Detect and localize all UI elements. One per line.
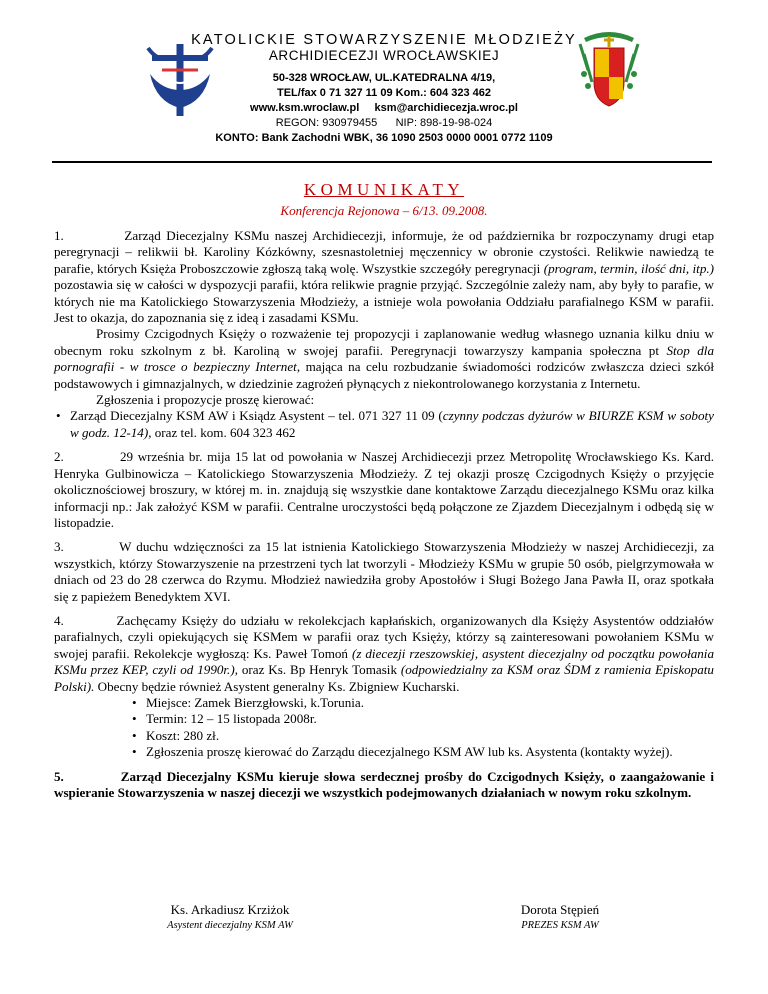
- section-5: 5. Zarząd Diecezjalny KSMu kieruje słowa serdecznej prośby do Czcigodnych Księży, o zaangażowanie i wspieranie Stowarzyszenia w naszej diecezji we wszystkich podejmowanych działaniach w nowym roku szkolnym.: [54, 768, 714, 800]
- section-1-para-3: Zgłoszenia i propozycje proszę kierować:: [96, 392, 315, 408]
- regon-nip-line: [0, 117, 768, 129]
- list-item: • Miejsce: Zamek Bierzgłowski, k.Torunia.: [130, 695, 714, 711]
- document-body: [54, 228, 714, 801]
- list-item: • Zgłoszenia proszę kierować do Zarządu diecezjalnego KSM AW lub ks. Asystenta (kontakty wyżej).: [130, 744, 714, 760]
- section-4: 4. Zachęcamy Księży do udziału w rekolekcjach kapłańskich, organizowanych dla Księży Asystentów oddziałów parafialnych, czyli opiekujących się KSMem w parafii oraz tych Księży, którzy są zainteresowani powołaniem KSMu w swojej parafii. Rekolekcje wygłoszą: Ks. Paweł Tomoń (z diecezji rzeszowskiej, asystent diecezjalny od początku powołania KSMu przez KEP, czyli od 1990r.), oraz Ks. Bp Henryk Tomasik (odpowiedzialny za KSM oraz ŚDM z ramienia Episkopatu Polski). Obecny będzie również Asystent generalny Ks. Zbigniew Kucharski.: [54, 612, 714, 694]
- signature-left: [130, 902, 330, 931]
- signatory-role: PREZES KSM AW: [521, 920, 599, 931]
- signatory-name: Ks. Arkadiusz Krziżok: [170, 902, 290, 917]
- bank-account: KONTO: Bank Zachodni WBK, 36 1090 2503 0000 0001 0772 1109: [215, 132, 553, 144]
- signatory-role: Asystent diecezjalny KSM AW: [167, 920, 293, 931]
- address: 50-328 WROCŁAW, UL.KATEDRALNA 4/19,: [272, 72, 496, 84]
- contact-list: [54, 408, 714, 441]
- section-2: 2. 29 września br. mija 15 lat od powołania w Naszej Archidiecezji przez Metropolitę Wrocławskiego Ks. Kard. Henryka Gulbinowicza – Katolickiego Stowarzyszenia Młodzieży. Z tej okazji proszę Czcigodnych Księży o przyjęcie okolicznościowej broszury, w której m. in. znajdują się wszystkie dane kontaktowe Zarządu diecezjalnego KSMu oraz kilka informacji np.: Jak założyć KSM w parafii. Centralne uroczystości będą połączone ze Zjazdem Diecezjalnym i odbędą się w listopadzie.: [54, 449, 714, 530]
- phone: TEL/fax 0 71 327 11 09 Kom.: 604 323 462: [276, 87, 492, 99]
- org-name-line2: ARCHIDIECEZJI WROCŁAWSKIEJ: [268, 48, 500, 63]
- list-item: • Termin: 12 – 15 listopada 2008r.: [130, 711, 714, 727]
- page-title: KOMUNIKATY: [303, 180, 465, 199]
- signature-right: [470, 902, 650, 931]
- section-3: 3. W duchu wdzięczności za 15 lat istnienia Katolickiego Stowarzyszenia Młodzieży w naszej Archidiecezji, za wszystkich, którzy Stowarzyszenie na przestrzeni tych lat tworzyli - Młodzieży KSMu w grupie 50 osób, pielgrzymowała w dniach od 23 do 28 czerwca do Rzymu. Młodzież nawiedziła groby Apostołów i Sługi Bożego Jana Pawła II, oraz spotkała się z papieżem Benedyktem XVI.: [54, 539, 715, 604]
- nip: NIP: 898-19-98-024: [395, 117, 493, 129]
- retreat-details-list: [130, 695, 714, 761]
- header-divider: [52, 161, 712, 163]
- section-1-para-2: Prosimy Czcigodnych Księży o rozważenie tej propozycji i zaplanowanie według własnego uznania kilku dniu w obecnym roku szkolnym z bł. Karoliną w swojej parafii. Peregrynacji towarzyszy kampania społeczna pt Stop dla pornografii - w trosce o bezpieczny Internet, mająca na celu rozbudzanie świadomości rodziców zwłaszcza dzieci szkół podstawowych i gimnazjalnych, w dziedzinie zagrożeń płynących z niekontrolowanego korzystania z Internetu.: [54, 326, 714, 391]
- email-link[interactable]: ksm@archidiecezja.wroc.pl: [374, 102, 518, 114]
- website-link[interactable]: www.ksm.wroclaw.pl: [250, 102, 360, 114]
- signatory-name: Dorota Stępień: [520, 902, 600, 917]
- list-item: • Zarząd Diecezjalny KSM AW i Ksiądz Asystent – tel. 071 327 11 09 (czynny podczas dyżurów w BIURZE KSM w soboty w godz. 12-14), oraz tel. kom. 604 323 462: [54, 408, 714, 441]
- section-1-para-1: 1. Zarząd Diecezjalny KSMu naszej Archidiecezji, informuje, że od października br rozpoczynamy drugi etap peregrynacji – relikwii bł. Karoliny Kózkówny, szesnastoletniej męczennicy w obronie czystości. Relikwie nawiedzą te parafie, których Księża Proboszczowie zgłoszą taką wolę. Wszystkie szczegóły peregrynacji (program, termin, ilość dni, itp.) pozostawia się w całości w dyspozycji parafii, która relikwie pragnie przyjąć. Szczególnie zależy nam, aby były to parafie, w których nie ma Katolickiego Stowarzyszenia Młodzieży, a istnieje wola powołania Oddziału parafialnego KSM w parafii. Jest to okazja, do zapoznania się z ideą i zasadami KSMu.: [54, 228, 714, 326]
- page-subtitle: Konferencja Rejonowa – 6/13. 09.2008.: [280, 203, 488, 218]
- web-email-line: [0, 102, 768, 114]
- regon: REGON: 930979455: [275, 117, 378, 129]
- org-name-line1: KATOLICKIE STOWARZYSZENIE MŁODZIEŻY: [191, 32, 577, 48]
- list-item: • Koszt: 280 zł.: [130, 728, 714, 744]
